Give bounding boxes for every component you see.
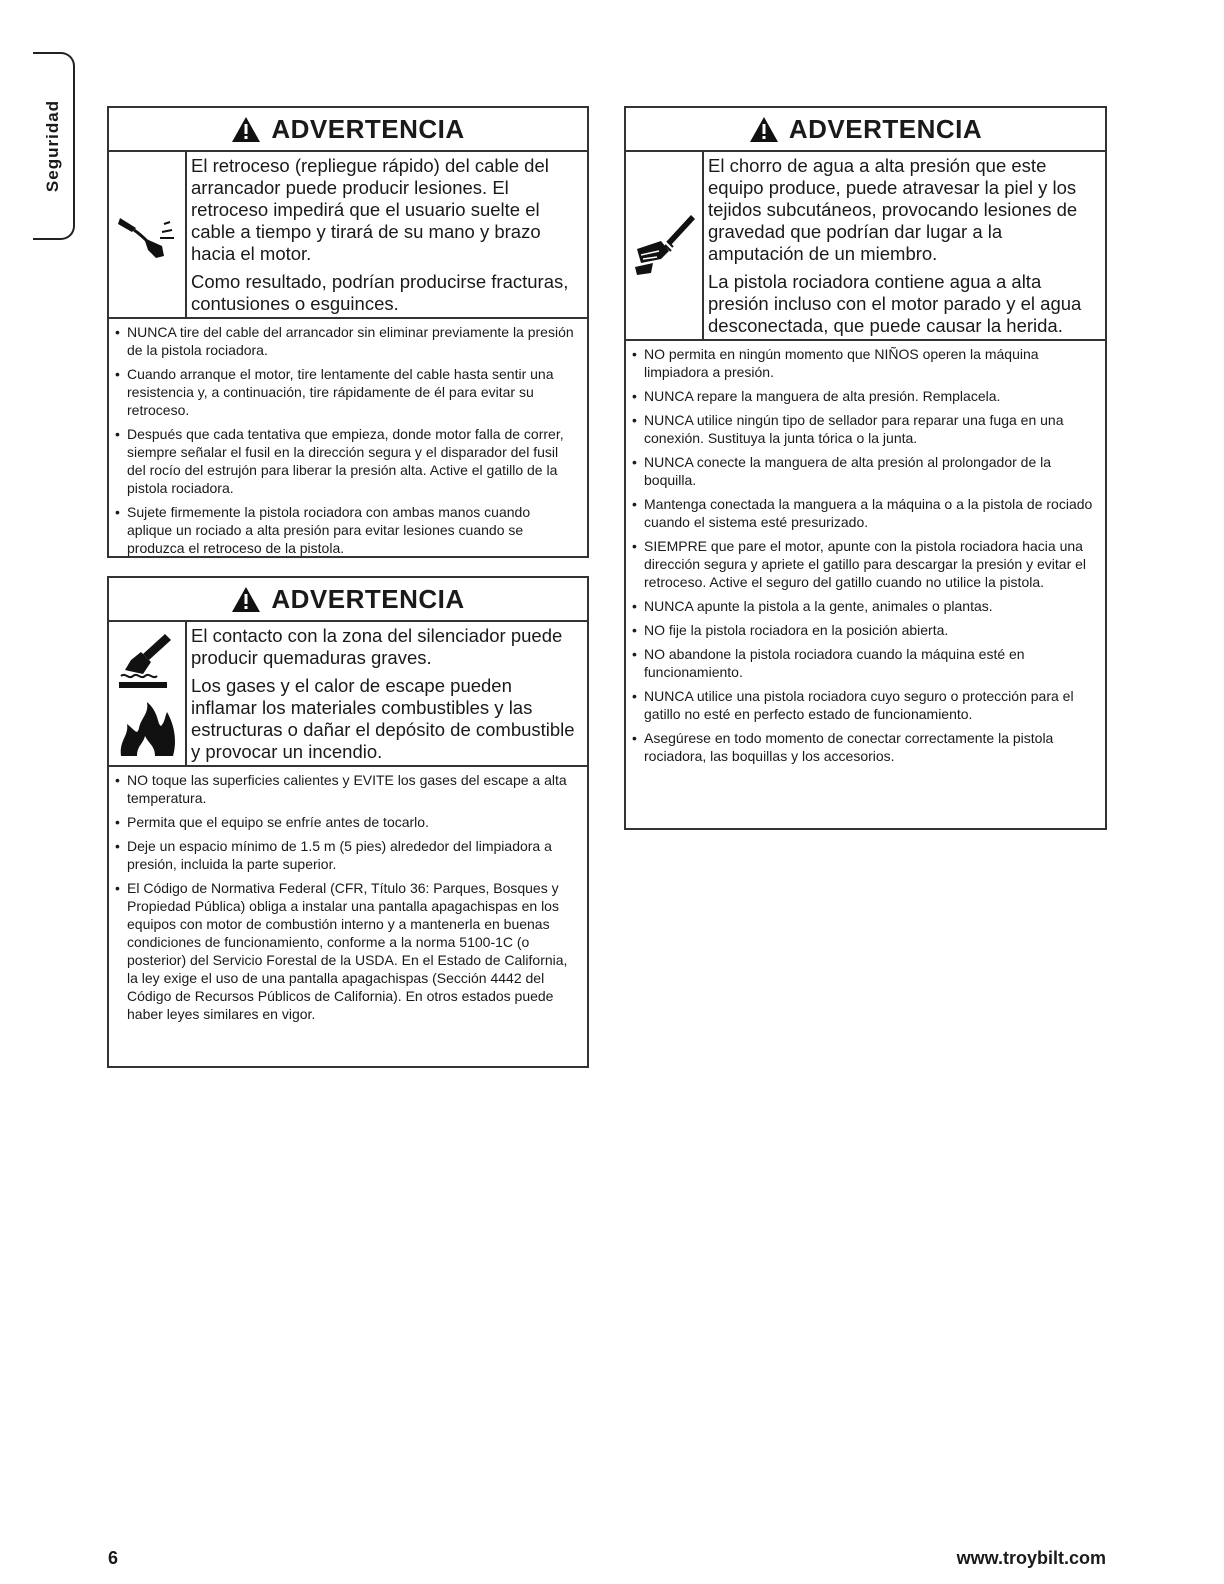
warning-header-text: ADVERTENCIA: [271, 113, 465, 144]
warning-bullet: • NUNCA tire del cable del arrancador sin eliminar previamente la presión de la pistola rociadora.: [115, 323, 579, 359]
warning-triangle-icon: [749, 116, 779, 143]
warning-bullet: • El Código de Normativa Federal (CFR, Título 36: Parques, Bosques y Propiedad Pública) obliga a instalar una pantalla apagachispas en los equipos con motor de combustión interno y a mantenerla en buenas condiciones de funcionamiento, conforme a la norma 5100-1C (o posterior) del Servicio Forestal de la USDA. En el Estado de California, la ley exige el uso de una pantalla apagachispas (Sección 4442 del Código de Recursos Públicos de California). En otros estados puede haber leyes similares en vigor.: [115, 879, 579, 1023]
warning-main-text: Como resultado, podrían producirse fracturas, contusiones o esguinces.: [191, 271, 569, 314]
warning-triangle-icon: [231, 586, 261, 613]
warning-bullet: • NO permita en ningún momento que NIÑOS operen la máquina limpiadora a presión.: [632, 345, 1097, 381]
warning-bullet: • NUNCA utilice una pistola rociadora cuyo seguro o protección para el gatillo no esté en perfecto estado de funcionamiento.: [632, 687, 1097, 723]
warning-header: [109, 578, 587, 622]
page-number: 6: [108, 1548, 119, 1568]
warning-bullet: • NUNCA apunte la pistola a la gente, animales o plantas.: [632, 597, 1097, 615]
warning-bullet: • SIEMPRE que pare el motor, apunte con la pistola rociadora hacia una dirección segura y apriete el gatillo para descargar la presión y evitar el retroceso. Active el seguro del gatillo cuando no utilice la pistola.: [632, 537, 1097, 591]
warning-bullet: • Mantenga conectada la manguera a la máquina o a la pistola de rociado cuando el sistema esté presurizado.: [632, 495, 1097, 531]
warning-bullet: • Permita que el equipo se enfríe antes de tocarlo.: [115, 813, 579, 831]
warning-box-recoil: [107, 106, 589, 558]
warning-header: [626, 108, 1105, 152]
warning-main-text: El chorro de agua a alta presión que este equipo produce, puede atravesar la piel y los tejidos subcutáneos, provocando lesiones de gravedad que podrían dar lugar a la amputación de un miembro.: [708, 155, 1078, 264]
starter-cord-recoil-icon: [109, 152, 187, 317]
warning-main-text: El contacto con la zona del silenciador puede producir quemaduras graves.: [191, 625, 563, 668]
warning-bullet: • NUNCA utilice ningún tipo de sellador para reparar una fuga en una conexión. Sustituya la junta tórica o la junta.: [632, 411, 1097, 447]
section-tab-label: Seguridad: [43, 99, 62, 193]
hot-surface-icon: [115, 630, 179, 690]
warning-main-text: Los gases y el calor de escape pueden inflamar los materiales combustibles y las estructuras o dañar el depósito de combustible y provocar un incendio.: [191, 675, 575, 762]
warning-bullet: • Cuando arranque el motor, tire lentamente del cable hasta sentir una resistencia y, a continuación, tire rápidamente de él para evitar su retroceso.: [115, 365, 579, 419]
warning-main-text: La pistola rociadora contiene agua a alta presión incluso con el motor parado y el agua desconectada, que puede causar la herida.: [708, 271, 1082, 336]
high-pressure-injection-icon: [626, 152, 704, 339]
section-tab-seguridad: [33, 52, 75, 240]
warning-bullet: • NO fije la pistola rociadora en la posición abierta.: [632, 621, 1097, 639]
warning-bullet: • Sujete firmemente la pistola rociadora con ambas manos cuando aplique un rociado a alta presión para evitar lesiones cuando se produzca el retroceso de la pistola.: [115, 503, 579, 557]
warning-bullet: • NO abandone la pistola rociadora cuando la máquina esté en funcionamiento.: [632, 645, 1097, 681]
warning-bullet: • Después que cada tentativa que empieza, donde motor falla de correr, siempre señalar el fusil en la dirección segura y el disparador del fusil del rocío del estrujón para liberar la presión alta. Active el gatillo de la pistola rociadora.: [115, 425, 579, 497]
fire-icon: [115, 696, 179, 758]
warning-header-text: ADVERTENCIA: [271, 583, 465, 614]
warning-main-text: El retroceso (repliegue rápido) del cable del arrancador puede producir lesiones. El retroceso impedirá que el usuario suelte el cable a tiempo y tirará de su mano y brazo hacia el motor.: [191, 155, 549, 264]
warning-bullet: • NO toque las superficies calientes y EVITE los gases del escape a alta temperatura.: [115, 771, 579, 807]
warning-bullet: • Deje un espacio mínimo de 1.5 m (5 pies) alrededor del limpiadora a presión, incluida la parte superior.: [115, 837, 579, 873]
warning-triangle-icon: [231, 116, 261, 143]
warning-header: [109, 108, 587, 152]
warning-header-text: ADVERTENCIA: [788, 113, 983, 144]
warning-bullet: • Asegúrese en todo momento de conectar correctamente la pistola rociadora, las boquillas y los accesorios.: [632, 729, 1097, 765]
warning-box-high-pressure: [624, 106, 1107, 830]
warning-bullet: • NUNCA repare la manguera de alta presión. Remplacela.: [632, 387, 1097, 405]
website-url: www.troybilt.com: [956, 1548, 1106, 1568]
warning-bullet: • NUNCA conecte la manguera de alta presión al prolongador de la boquilla.: [632, 453, 1097, 489]
warning-box-burn: [107, 576, 589, 1068]
